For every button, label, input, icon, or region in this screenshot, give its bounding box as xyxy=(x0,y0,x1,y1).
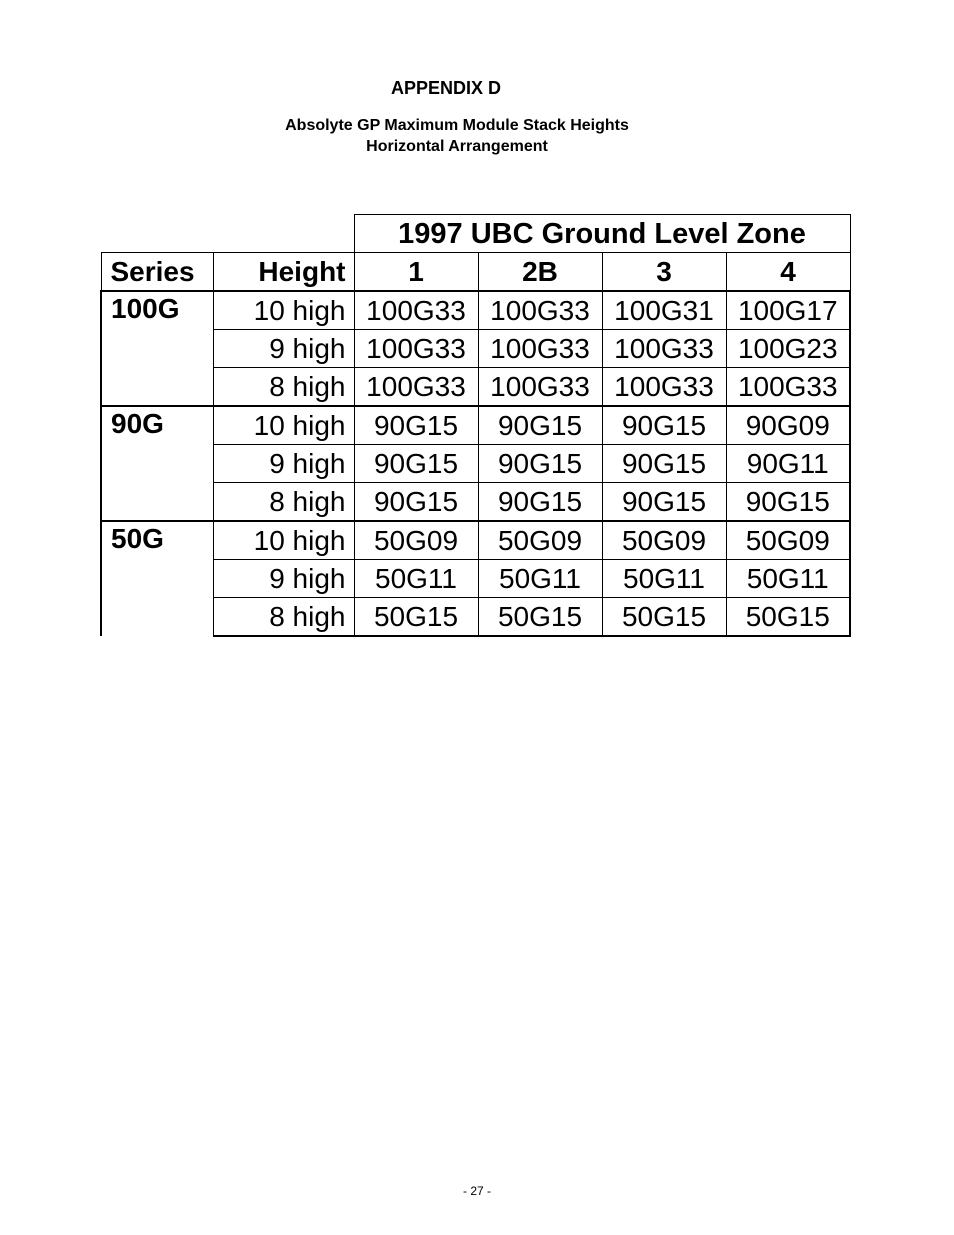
table-row xyxy=(101,445,850,483)
module-cell: 50G15 xyxy=(726,598,850,637)
module-cell: 100G23 xyxy=(726,330,850,368)
module-cell: 50G11 xyxy=(478,560,602,598)
module-cell: 100G33 xyxy=(726,368,850,407)
module-cell: 50G11 xyxy=(726,560,850,598)
module-cell: 90G15 xyxy=(354,483,478,522)
module-cell: 100G17 xyxy=(726,291,850,330)
module-cell: 90G15 xyxy=(602,406,726,445)
height-cell: 10 high xyxy=(213,406,354,445)
document-subtitle-line1: Absolyte GP Maximum Module Stack Heights xyxy=(285,117,629,134)
column-header-zone-4: 4 xyxy=(726,253,850,292)
series-cell: 50G xyxy=(101,521,213,636)
column-header-zone-3: 3 xyxy=(602,253,726,292)
height-cell: 10 high xyxy=(213,521,354,560)
module-cell: 50G09 xyxy=(354,521,478,560)
module-cell: 100G33 xyxy=(478,291,602,330)
module-cell: 100G31 xyxy=(602,291,726,330)
appendix-title: APPENDIX D xyxy=(390,78,502,98)
module-cell: 100G33 xyxy=(478,368,602,407)
module-cell: 100G33 xyxy=(354,330,478,368)
height-cell: 9 high xyxy=(213,330,354,368)
module-cell: 90G09 xyxy=(726,406,850,445)
height-cell: 8 high xyxy=(213,368,354,407)
module-cell: 50G09 xyxy=(602,521,726,560)
module-cell: 50G15 xyxy=(354,598,478,637)
module-cell: 90G15 xyxy=(602,445,726,483)
module-cell: 90G15 xyxy=(478,406,602,445)
column-header-row xyxy=(101,253,850,292)
module-cell: 50G09 xyxy=(478,521,602,560)
table-row xyxy=(101,330,850,368)
column-header-zone-2b: 2B xyxy=(478,253,602,292)
column-header-height: Height xyxy=(213,253,354,292)
series-cell: 90G xyxy=(101,406,213,521)
module-cell: 100G33 xyxy=(602,330,726,368)
module-cell: 50G11 xyxy=(602,560,726,598)
module-cell: 50G09 xyxy=(726,521,850,560)
height-cell: 10 high xyxy=(213,291,354,330)
table-row xyxy=(101,291,850,330)
module-cell: 90G15 xyxy=(478,483,602,522)
table-row xyxy=(101,368,850,407)
height-cell: 8 high xyxy=(213,483,354,522)
table-row xyxy=(101,598,850,637)
table-row xyxy=(101,521,850,560)
module-cell: 90G11 xyxy=(726,445,850,483)
module-cell: 90G15 xyxy=(354,445,478,483)
module-cell: 100G33 xyxy=(602,368,726,407)
height-cell: 8 high xyxy=(213,598,354,637)
height-cell: 9 high xyxy=(213,560,354,598)
zone-title: 1997 UBC Ground Level Zone xyxy=(354,215,850,253)
module-cell: 90G15 xyxy=(726,483,850,522)
table-row xyxy=(101,560,850,598)
column-header-series: Series xyxy=(101,253,213,292)
module-cell: 50G11 xyxy=(354,560,478,598)
module-cell: 50G15 xyxy=(478,598,602,637)
zone-title-row xyxy=(101,215,850,253)
table-body xyxy=(101,215,850,637)
module-cell: 90G15 xyxy=(478,445,602,483)
height-cell: 9 high xyxy=(213,445,354,483)
module-cell: 90G15 xyxy=(602,483,726,522)
page-number: - 27 - xyxy=(462,1184,491,1198)
module-cell: 90G15 xyxy=(354,406,478,445)
module-cell: 50G15 xyxy=(602,598,726,637)
module-cell: 100G33 xyxy=(478,330,602,368)
module-cell: 100G33 xyxy=(354,291,478,330)
table-row xyxy=(101,406,850,445)
document-subtitle-line2: Horizontal Arrangement xyxy=(366,138,548,155)
series-cell: 100G xyxy=(101,291,213,406)
table-row xyxy=(101,483,850,522)
zone-title-spacer xyxy=(101,215,354,253)
column-header-zone-1: 1 xyxy=(354,253,478,292)
module-cell: 100G33 xyxy=(354,368,478,407)
stack-heights-table xyxy=(100,214,851,637)
